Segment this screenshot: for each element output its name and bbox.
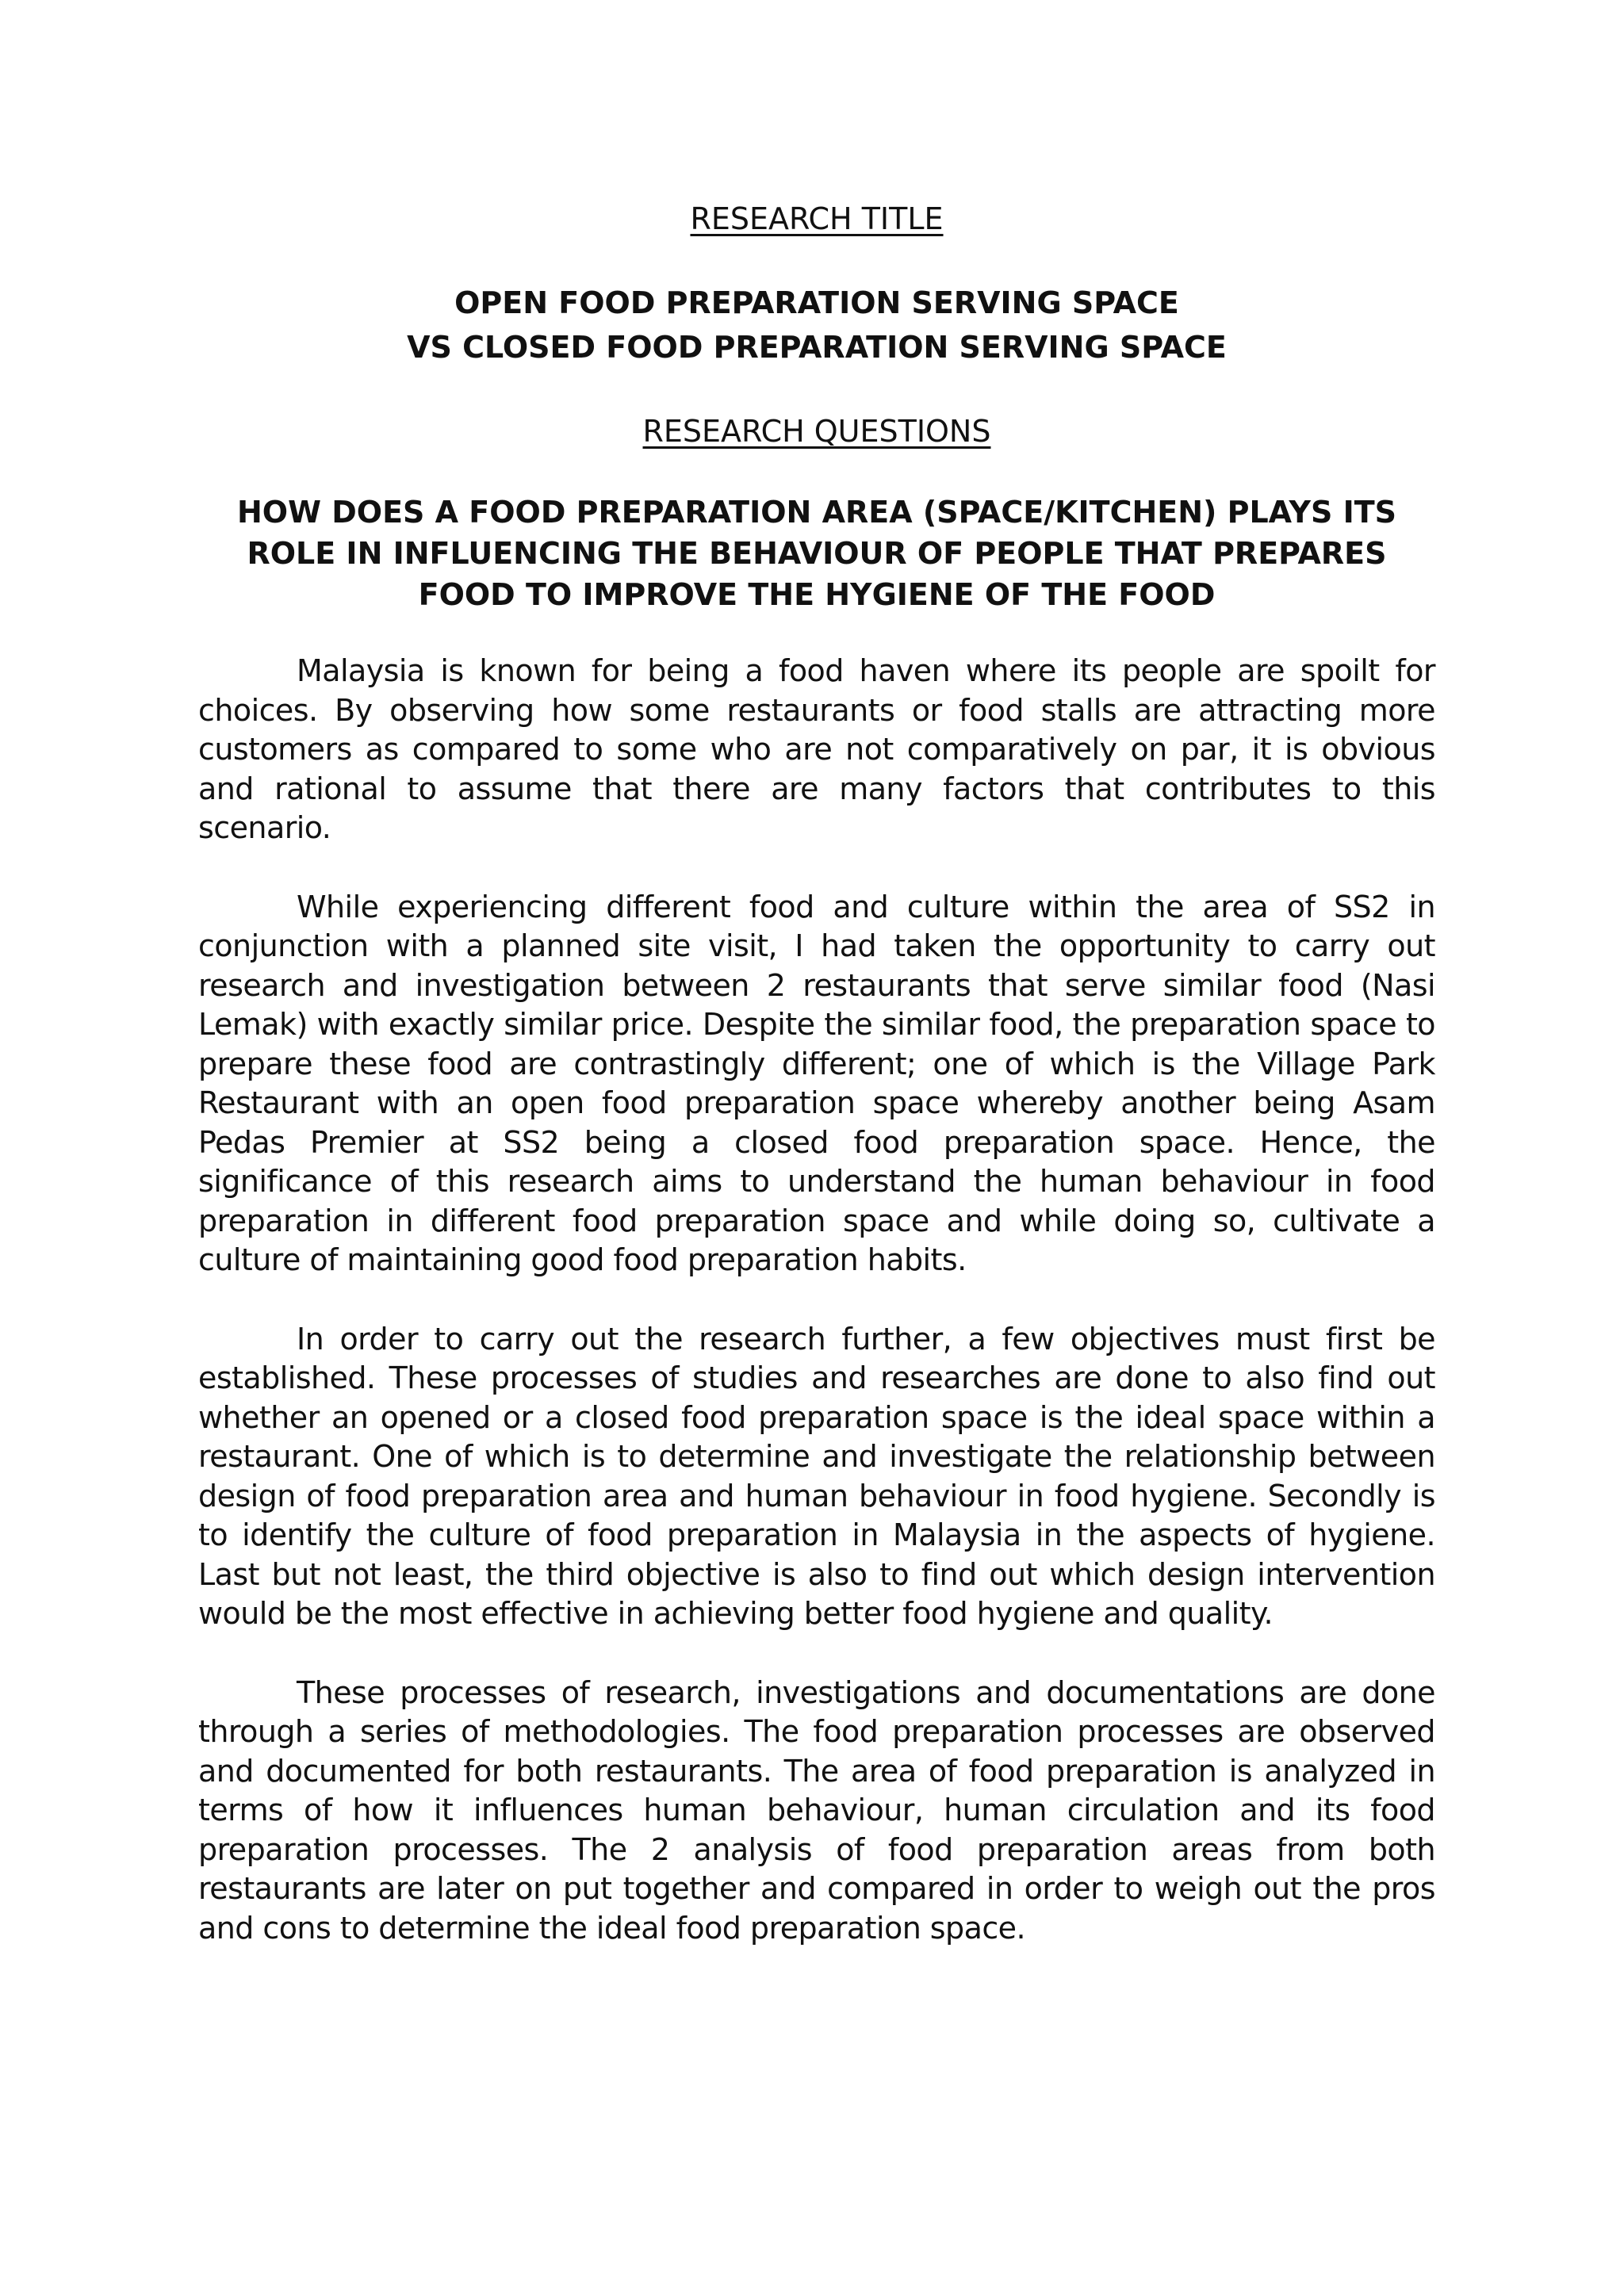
- research-question: HOW DOES A FOOD PREPARATION AREA (SPACE/KITCHEN) PLAYS ITS ROLE IN INFLUENCING THE BEHAVIOUR OF PEOPLE THAT PREPARES FOOD TO IMPROVE THE HYGIENE OF THE FOOD: [236, 495, 1397, 612]
- paragraph-site-visit: While experiencing different food and culture within the area of SS2 in conjunction with a planned site visit, I had taken the opportunity to carry out research and investigation between 2 restaurants that serve similar food (Nasi Lemak) with exactly similar price. Despite the similar food, the preparation space to prepare these food are contrastingly different; one of which is the Village Park Restaurant with an open food preparation space whereby another being Asam Pedas Premier at SS2 being a closed food preparation space. Hence, the significance of this research aims to understand the human behaviour in food preparation in different food preparation space and while doing so, cultivate a culture of maintaining good food preparation habits.: [198, 889, 1435, 1277]
- document-page: [198, 197, 1435, 1948]
- paragraph-objectives: In order to carry out the research further, a few objectives must first be established. These processes of studies and researches are done to also find out whether an opened or a closed food preparation space is the ideal space within a restaurant. One of which is to determine and investigate the relationship between design of food preparation area and human behaviour in food hygiene. Secondly is to identify the culture of food preparation in Malaysia in the aspects of hygiene. Last but not least, the third objective is also to find out which design intervention would be the most effective in achieving better food hygiene and quality.: [198, 1321, 1435, 1631]
- title-line-1: OPEN FOOD PREPARATION SERVING SPACE: [454, 285, 1179, 320]
- research-questions-label: RESEARCH QUESTIONS: [642, 414, 991, 449]
- paragraph-intro: Malaysia is known for being a food haven where its people are spoilt for choices. By observing how some restaurants or food stalls are attracting more customers as compared to some who are not comparatively on par, it is obvious and rational to assume that there are many factors that contributes to this scenario.: [198, 653, 1435, 845]
- title-line-2: VS CLOSED FOOD PREPARATION SERVING SPACE: [407, 330, 1227, 365]
- research-title-label: RESEARCH TITLE: [690, 201, 944, 236]
- paragraph-methodology: These processes of research, investigations and documentations are done through a series of methodologies. The food preparation processes are observed and documented for both restaurants. The area of food preparation is analyzed in terms of how it influences human behaviour, human circulation and its food preparation processes. The 2 analysis of food preparation areas from both restaurants are later on put together and compared in order to weigh out the pros and cons to determine the ideal food preparation space.: [198, 1674, 1435, 1946]
